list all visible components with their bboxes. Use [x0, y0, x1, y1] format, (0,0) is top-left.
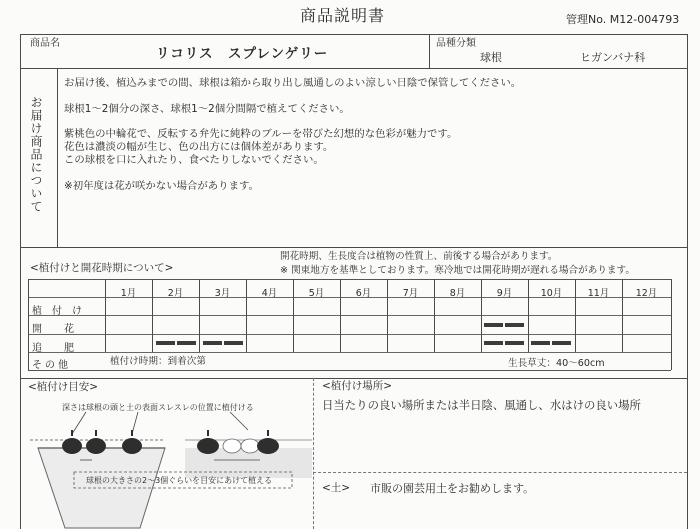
- fertilize-bar-september: [505, 341, 524, 345]
- about-line: お届け後、植込みまでの間、球根は箱から取り出し風通しのよい涼しい日陰で保管してください。: [64, 77, 522, 89]
- row-label-planting: 植付け: [32, 306, 92, 317]
- management-value: M12-004793: [609, 13, 680, 26]
- fertilize-bar-march: [203, 341, 222, 345]
- month-header: 10月: [540, 288, 563, 299]
- month-header: 8月: [449, 288, 466, 299]
- page-title: 商品説明書: [300, 6, 386, 25]
- about-line: ※初年度は花が咲かない場合があります。: [64, 180, 259, 192]
- about-line: この球根を口に入れたり、食べたりしないでください。: [64, 154, 324, 166]
- bloom-bar-september: [505, 323, 524, 327]
- soil-text: 市販の園芸用土をお勧めします。: [370, 482, 535, 495]
- month-header: 9月: [496, 288, 513, 299]
- about-line: 花色は濃淡の幅が生じ、色の出方には個体差があります。: [64, 141, 334, 153]
- row-label-bloom: 開 花: [32, 324, 80, 335]
- month-header: 6月: [355, 288, 372, 299]
- place-text: 日当たりの良い場所または半日陰、風通し、水はけの良い場所: [322, 398, 641, 412]
- product-name: リコリス スプレンゲリー: [156, 46, 329, 62]
- management-number: [566, 14, 679, 25]
- fertilize-bar-september: [484, 341, 503, 345]
- planting-diagram: [20, 410, 312, 529]
- fertilize-bar-october: [531, 341, 550, 345]
- schedule-title: <植付けと開花時期について>: [30, 262, 174, 274]
- about-side-label: お届け商品について: [29, 96, 43, 213]
- month-header: 1月: [120, 288, 137, 299]
- month-header: 11月: [587, 288, 610, 299]
- soil-title: <土>: [322, 482, 351, 494]
- schedule-note-1: 開花時期、生長度合は植物の性質上、前後する場合があります。: [280, 251, 558, 262]
- month-header: 12月: [635, 288, 658, 299]
- month-header: 4月: [261, 288, 278, 299]
- growth-height: 生長草丈：40～60cm: [508, 358, 605, 369]
- month-header: 2月: [167, 288, 184, 299]
- schedule-note-2: ※ 関東地方を基準としております。寒冷地では開花時期が遅れる場合があります。: [280, 265, 635, 276]
- management-label: 管理No.: [566, 13, 607, 26]
- place-title: <植付け場所>: [322, 380, 393, 392]
- guide-caption-top: 深さは球根の頭と土の表面スレスレの位置に植付ける: [62, 403, 254, 412]
- fertilize-bar-march: [224, 341, 243, 345]
- about-line: 球根1～2個分の深さ、球根1～2個分間隔で植えてください。: [64, 103, 350, 115]
- month-header: 5月: [308, 288, 325, 299]
- planting-period: 植付け時期：到着次第: [110, 356, 206, 367]
- guide-caption-bottom: 球根の大きさの2～3個ぐらいを目安にあけて植える: [86, 476, 273, 485]
- about-line: 紫桃色の中輪花で、反転する弁先に純粋のブルーを帯びた幻想的な色彩が魅力です。: [64, 128, 458, 140]
- month-header: 3月: [214, 288, 231, 299]
- fertilize-bar-february: [177, 341, 196, 345]
- bloom-bar-september: [484, 323, 503, 327]
- fertilize-bar-october: [552, 341, 571, 345]
- product-name-label: 商品名: [30, 38, 60, 49]
- family-value: ヒガンバナ科: [580, 51, 646, 64]
- class-label: 品種分類: [436, 38, 476, 49]
- row-label-fertilize: 追 肥: [32, 343, 80, 354]
- fertilize-bar-february: [156, 341, 175, 345]
- month-header: 7月: [402, 288, 419, 299]
- guide-title: <植付け目安>: [28, 381, 99, 393]
- row-label-other: その他: [32, 360, 71, 371]
- class-value: 球根: [480, 51, 502, 64]
